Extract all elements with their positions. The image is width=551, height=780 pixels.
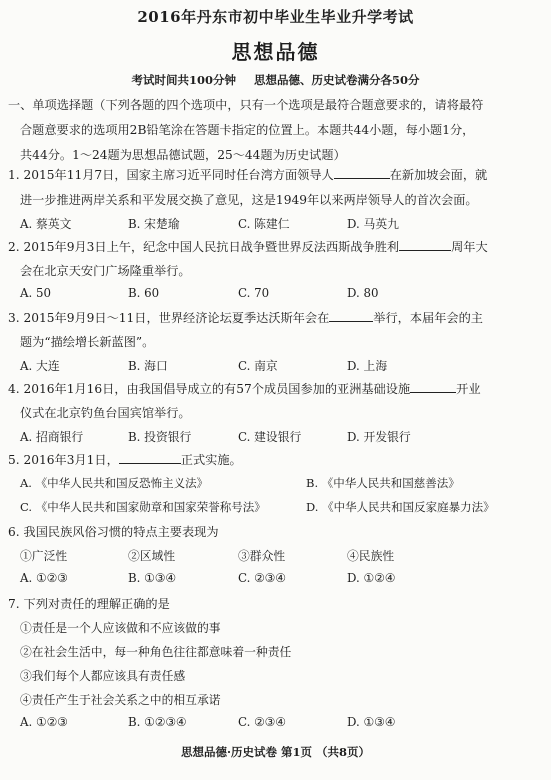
- answer-blank: [399, 238, 451, 251]
- answer-blank: [410, 380, 456, 393]
- exam-time: 考试时间共100分钟: [131, 73, 236, 87]
- answer-blank: [334, 166, 390, 179]
- question-3-option-a: A. 大连: [20, 359, 60, 373]
- question-7-item-2: ②在社会生活中，每一种角色往往都意味着一种责任: [20, 645, 292, 659]
- question-6-option-d: D. ①②④: [347, 571, 396, 585]
- question-7-option-b: B. ①②③④: [128, 715, 187, 729]
- question-3-option-d: D. 上海: [347, 359, 388, 373]
- question-6-option-c: C. ②③④: [238, 571, 286, 585]
- section-line: 合题意要求的选项用2B铅笔涂在答题卡指定的位置上。本题共44小题，每小题1分，: [20, 123, 475, 137]
- question-5-option-b: B. 《中华人民共和国慈善法》: [306, 476, 460, 490]
- question-2-option-b: B. 60: [128, 286, 160, 300]
- exam-info: [0, 72, 551, 88]
- question-1-option-c: C. 陈建仁: [238, 217, 290, 231]
- section-instructions: [8, 93, 543, 168]
- question-5-option-d: D. 《中华人民共和国反家庭暴力法》: [306, 500, 495, 514]
- question-6-item-2: ②区域性: [128, 549, 176, 563]
- question-1-stem: 1. 2015年11月7日，国家主席习近平同时任台湾方面领导人 在新加坡会面，就: [8, 168, 488, 182]
- question-1-option-a: A. 蔡英文: [20, 217, 72, 231]
- answer-blank: [329, 309, 373, 322]
- question-6-option-b: B. ①③④: [128, 571, 176, 585]
- exam-title: 2016年丹东市初中毕业生毕业升学考试: [137, 8, 414, 26]
- question-1-option-d: D. 马英九: [347, 217, 399, 231]
- question-2-option-c: C. 70: [238, 286, 270, 300]
- page-footer: 思想品德·历史试卷 第1页 （共8页）: [180, 745, 370, 759]
- question-1-option-b: B. 宋楚瑜: [128, 217, 180, 231]
- answer-blank: [119, 451, 181, 464]
- question-5-option-a: A. 《中华人民共和国反恐怖主义法》: [20, 476, 209, 490]
- question-2-stem-cont: 会在北京天安门广场隆重举行。: [20, 264, 191, 278]
- question-5-stem: 5. 2016年3月1日， 正式实施。: [8, 453, 242, 467]
- question-7-stem: 7. 下列对责任的理解正确的是: [8, 597, 170, 611]
- question-4-option-b: B. 投资银行: [128, 430, 192, 444]
- question-4-stem: 4. 2016年1月16日，由我国倡导成立的有57个成员国参加的亚洲基础设施 开业: [8, 382, 481, 396]
- section-line: 一、单项选择题（下列各题的四个选项中，只有一个选项是最符合题意要求的，请将最符: [8, 98, 484, 112]
- question-2-stem: 2. 2015年9月3日上午，纪念中国人民抗日战争暨世界反法西斯战争胜利 周年大: [8, 240, 488, 254]
- question-2-option-a: A. 50: [20, 286, 52, 300]
- question-7-item-3: ③我们每个人都应该具有责任感: [20, 669, 186, 683]
- question-2-option-d: D. 80: [347, 286, 379, 300]
- question-7-item-4: ④责任产生于社会关系之中的相互承诺: [20, 693, 221, 707]
- question-6-item-4: ④民族性: [347, 549, 395, 563]
- exam-score: 思想品德、历史试卷满分各50分: [254, 73, 420, 87]
- question-3-stem: 3. 2015年9月9日～11日，世界经济论坛夏季达沃斯年会在 举行，本届年会的主: [8, 311, 483, 325]
- section-line: 共44分。1～24题为思想品德试题，25～44题为历史试题）: [20, 148, 346, 162]
- question-4-option-a: A. 招商银行: [20, 430, 84, 444]
- question-7-option-a: A. ①②③: [20, 715, 68, 729]
- question-7-option-c: C. ②③④: [238, 715, 286, 729]
- question-3-stem-cont: 题为“描绘增长新蓝图”。: [20, 335, 155, 349]
- question-6-stem: 6. 我国民族风俗习惯的特点主要表现为: [8, 525, 219, 539]
- question-3-option-b: B. 海口: [128, 359, 168, 373]
- question-4-option-d: D. 开发银行: [347, 430, 411, 444]
- question-6-item-1: ①广泛性: [20, 549, 68, 563]
- subject-title: 思想品德: [231, 40, 320, 64]
- question-7-item-1: ①责任是一个人应该做和不应该做的事: [20, 621, 221, 635]
- question-6-item-3: ③群众性: [238, 549, 286, 563]
- question-4-option-c: C. 建设银行: [238, 430, 302, 444]
- question-6-option-a: A. ①②③: [20, 571, 68, 585]
- question-1-stem-cont: 进一步推进两岸关系和平发展交换了意见，这是1949年以来两岸领导人的首次会面。: [20, 193, 478, 207]
- question-3-option-c: C. 南京: [238, 359, 278, 373]
- question-4-stem-cont: 仪式在北京钓鱼台国宾馆举行。: [20, 406, 191, 420]
- question-7-option-d: D. ①③④: [347, 715, 396, 729]
- question-5-option-c: C. 《中华人民共和国家勋章和国家荣誉称号法》: [20, 500, 266, 514]
